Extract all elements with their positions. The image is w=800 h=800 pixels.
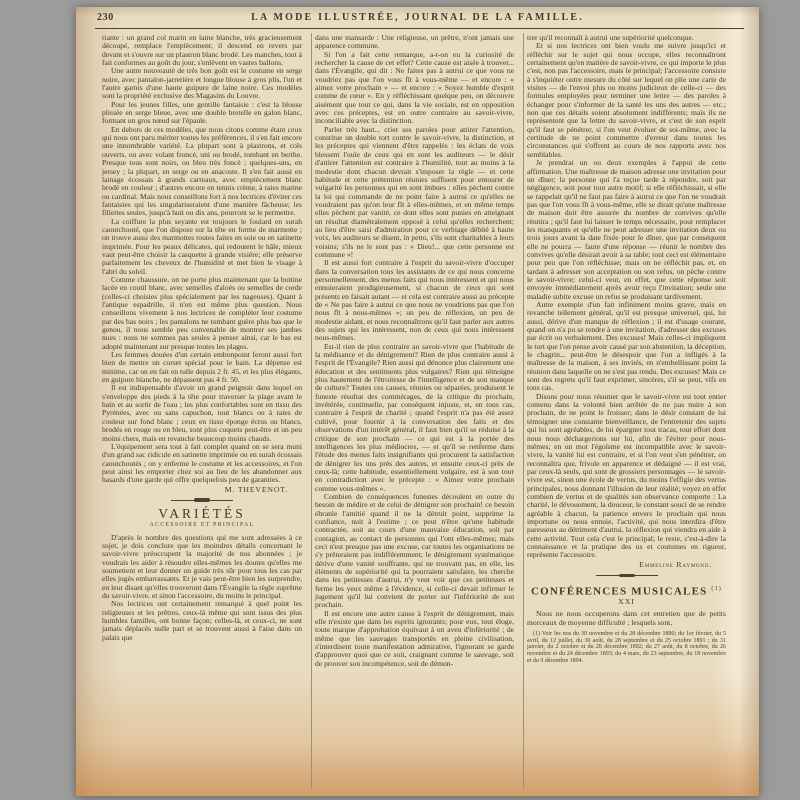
author-signature: M. THEVENOT. [224, 484, 288, 494]
page-header [76, 7, 759, 27]
footnote-marker: (1) [711, 586, 723, 592]
paragraph: Est-il rien de plus contraire au savoir-vivre que l'habitude de la médisance et du dénigrement? Rien de plus contraire aussi à l'esprit de l'Évangile? Rien aussi qui dénonce plus clairement une éducation et des sentiments plus vulgaires? Rien qui témoigne plus hautement de l'étroitesse de l'intelligence et de son manque de culture? Toutes ces causes, réunies ou séparées, produisent le funeste résultat des commérages, de la critique du prochain, invétérée, continuelle, par conséquent injuste, et, en tous cas, contraire à l'esprit de charité ; quand l'esprit n'a pas été assez cultivé, pour fournir à la conversation des faits et des observations d'un intérêt général, il faut bien qu'il se réduise à la critique de son prochain — ce qui est à la portée des intelligences les plus médiocres, — et qu'il se renferme dans l'étude des menus faits insignifiants qui procurent la satisfaction de dénigrer les uns près des autres, et ensuite ceux-ci près de ceux-là; cette habitude, essentiellement vulgaire, est à son tour en contradiction avec le précepte : « Aimez votre prochain comme vous-mêmes ». [315, 341, 514, 493]
column-3 [523, 33, 735, 789]
paragraph: Comme chaussure, on ne porte plus maintenant que la bottine lacée en coutil blanc, avec semelles d'aloès ou semelles de corde (celles-ci choisies plus spécialement par les nageuses). Quant à l'antique espadrille, il n'en est même plus question. Nous conseillons vivement à nos lectrices de compléter leur costume par des bas noirs ; les pantalons ne tombant guère plus bas que le genou, il nous semble peu convenable de montrer ses jambes nues : nous ne sommes pas seules à penser ainsi, car le bas est adopté maintenant sur presque toutes les plages. [102, 274, 302, 351]
paragraph: Nous ne nous occuperons dans cet entretien que de petits morceaux de moyenne difficulté ; lesquels sont, [527, 609, 726, 627]
column-2 [311, 33, 523, 789]
paragraph: dans une mansarde : Une religieuse, un prêtre, n'ont jamais une apparence commune. [315, 33, 514, 51]
paragraph: Il est indispensable d'avoir un grand peignoir dans lequel on s'enveloppe des pieds à la tête pour traverser la plage avant le bain et au sortir de l'eau ; les plus confortables sont en tissu des Pyrénées, avec ou sans capuchon, tout blancs ou à raies de couleur sur fond blanc ; ceux en tissu éponge écrus ou blancs, brodés en rouge ou en bleu, sont plus coquets peut-être et un peu moins chers, mais en revanche beaucoup moins chauds. [102, 383, 302, 443]
paragraph: Disons pour nous résumer que le savoir-vivre est tout entier contenu dans la volonté bien arrêtée de ne pas nuire à son prochain, de ne point le froisser; dans le désir constant de lui témoigner une constante bienveillance, de l'entretenir des sujets qui lui sont agréables, de lui épargner tout tracas, tout effort dont nous nous déchargerions sur lui, afin de l'éviter pour nous-mêmes; en un mot l'égoïsme est incompatible avec le savoir-vivre, la vanité lui est contraire, et si l'on veut s'en pénétrer, on reconnaîtra que, frivole en apparence et dédaigné — il est vrai, par ceux-là seuls, qui sont de grossiers personnages — le savoir-vivre est, sinon une école de vertus, du moins l'effigie des vertus principales, nous donnant l'illusion de leur réalité; voyez en effet combien de vertus et de qualités son observance comporte : La charité, le dévouement, la douceur, le constant souci de se rendre agréable à chacun, la patience envers le prochain qui nous importune ou nous ennuie, l'activité, qui nous interdira d'être paresseux au détriment d'autrui, la réflexion qui viendra en aide à cette activité. Tout cela c'est le principal; le reste, c'est-à-dire la connaissance et la pratique des us et coutumes en rigueur, représente l'accessoire. [527, 391, 726, 560]
paragraph: L'équipement sera tout à fait complet quand on se sera muni d'un grand sac ridicule en satinette imprimée ou en surah écossais caoutchoutés ; on y enferme le costume et les accessoires, et l'on peut ainsi les emporter chez soi au lieu de les abandonner aux hasards d'une garde qui offre quelquefois peu de garanties. [102, 441, 302, 485]
paragraph: Nos lectrices ont certainement remarqué à quel point les religieuses et les prêtres, ceux-là même qui sont issus des plus humbles familles, ont bonne façon; celles-là, et ceux-ci, ne sont jamais déplacés nulle part et se trouvent aussi à l'aise dans un palais que [102, 599, 302, 642]
section-title: VARIÉTÉS [158, 505, 246, 521]
section-title-text: CONFÉRENCES MUSICALES [530, 585, 708, 598]
paragraph: Autre exemple d'un fait infiniment moins grave, mais en revanche tellement général, qu'il est presque universel, qui, lui aussi, dérive d'un manque de réflexion ; il est d'usage courant, quand on n'a pu se rendre à une invitation, d'adresser des excuses par écrit ou verbalement. Des excuses! Mais celles-ci impliquent le tort que l'on pense avoir causé par son abstention, la déception, le chagrin... peut-être le désespoir que l'on a infligés à la maîtresse de la maison, à ses invités, en n'embellissant point la réunion dans laquelle on ne s'est pas rendu. Des excuses! Mais ce sont des regrets qu'il faut exprimer, sincères, s'il se peut, vifs en tous cas. [527, 300, 726, 393]
section-divider [171, 500, 233, 505]
header-rule [95, 28, 744, 29]
paragraph: Combien de conséquences funestes découlent en outre du besoin de médire et de celui de dénigrer son prochain! ce besoin ébranle l'amitié quand il ne la détruit point, supprime la confiance, nuit à l'estime ; ce peut n'être qu'une habitude contractée, soit au cours d'une mauvaise éducation, soit par contagion, au contact de personnes qui l'ont elles-mêmes; mais ceci n'est presque pas une excuse, car toutes les organisations ne s'y prêteraient pas indifféremment; le dénigrement systématique dérive d'une vanité souffrante, qui ne trouvant pas, en elle, les éléments de supériorité qui la pourraient satisfaire, les cherche dans les petitesses d'autrui, n'y veut voir que ces petitesses et ferme les yeux même à l'évidence, si celle-ci devait infirmer le jugement qu'il lui convient de porter sur l'infériorité de son prochain. [315, 491, 514, 610]
paragraph: Il est encore une autre cause à l'esprit de dénigrement, mais elle n'existe que dans les esprits ignorants; pour eux, tout éloge, toute marque d'approbation équivaut à un aveu d'infériorité ; de même que les sauvages transportés en pleine civilisation, s'interdisent toute manifestation admirative, l'ignorant se garde d'approuver quoi que ce soit, craignant comme le sauvage, soit de prouver son incompétence, soit de démon- [315, 608, 514, 668]
paragraph: Pour les jeunes filles, une gentille fantaisie : c'est la blouse plissée en serge bleue, avec une double bretelle en galon blanc, formant un gros nœud sur l'épaule. [102, 99, 302, 126]
footnote: (1) Voir les nos du 30 novembre et du 28 décembre 1890; du 1er février, du 5 avril, du 12 juillet, du 30 août, du 28 septembre et du 25 octobre 1891 ; du 31 janvier, du 2 octobre et du 28 décembre 1892; du 27 août, du 8 octobre, du 26 novembre et du 24 décembre 1893; du 4 mars, du 23 septembre, du 18 novembre et du 9 décembre 1894. [527, 631, 726, 664]
paragraph: Parler très haut... crier ses paroles pour attirer l'attention, constitue un double tort contre le savoir-vivre, la distinction, et les préceptes qui viennent d'être rappelés : les éclats de voix blessent l'ouïe de ceux qui en sont les auditeurs — le désir d'attirer l'attention est contraire à l'humilité, tout au moins à la modestie dont chacun devrait s'imposer la règle — et cette habitude et cette prétention réunies suffisent pour entourer de vulgarité les personnes qui en sont imbues : elles pèchent contre la loi qui commande de ne point faire à autrui ce qu'elles ne voudraient pas qu'on leur fît à elles-mêmes, et en même temps elles pèchent par vanité, ce dont elles sont punies en atteignant un résultat diamétralement opposé à celui qu'elles recherchent; au lieu d'être saisi d'admiration pour ce verbiage débité à haute voix, les auditeurs se disent, in petto, s'ils sont charitables à leurs voisins; s'ils ne le sont pas : « Dieu!... que cette personne est commune »! [315, 124, 514, 259]
section-subtitle: ACCESSOIRE ET PRINCIPAL [149, 522, 255, 529]
paragraph: trer qu'il reconnaît à autrui une supériorité quelconque. [527, 33, 694, 42]
paragraph: riante : un grand col marin en laine blanche, très gracieusement découpé, remplace l'empiècement; il descend en revers par devant et s'ouvre sur un plastron blanc brodé. Les manches, tout à fait conformes au goût du jour, s'enlèvent en vastes ballons. [102, 33, 302, 68]
paragraph: Les femmes douées d'un certain embonpoint feront aussi fort bien de mettre un corset spécial pour le bain. La dépense est minime, car on en fait en tulle depuis 2 fr. 45, et les plus élégants, en guipure blanche, ne dépassent pas 4 fr. 50. [102, 350, 302, 385]
paragraph: Il est aussi fort contraire à l'esprit du savoir-vivre d'occuper dans la conversation tous les assistants de ce qui nous concerne personnellement, des menus faits qui nous intéressent et qui nous ennuieraient prodigieusement, si chacun de ceux qui sont présents en faisait autant — et cela est contraire aussi au précepte de « Ne pas faire à autrui ce que nous ne voudrions pas que l'on nous fît à nous-mêmes »; un peu de réflexion, un peu de modestie aidant, et nous reconnaîtrons qu'il faut parler aux autres des sujets qui les intéressent, non de ceux qui nous intéressent nous-mêmes. [315, 258, 514, 343]
section-number: XXI [618, 597, 635, 606]
paragraph: D'après le nombre des questions qui me sont adressées à ce sujet, je dois conclure que les moindres détails concernant le savoir-vivre préoccupent la majorité de nos abonnées ; je voudrais les aider à résoudre elles-mêmes les doutes qu'elles me soumettent et leur donner un guide très sûr pour tous les cas par elles jugés embarrassants. Et je vais peut-être bien les surprendre, en leur disant qu'elles trouveront dans l'Évangile la règle suprême du savoir-vivre, et sinon l'accessoire, du moins le principal. [102, 532, 302, 600]
author-signature: Emmeline Raymond. [639, 559, 712, 569]
journal-title: LA MODE ILLUSTRÉE, JOURNAL DE LA FAMILLE. [251, 12, 584, 23]
section-title [527, 585, 726, 596]
column-1 [99, 33, 311, 789]
paragraph: Si l'on a fait cette remarque, a-t-on eu la curiosité de rechercher la cause de cet effet? Cette cause est aisée à trouver... dans l'Évangile, qui dit : Ne faites pas à autrui ce que vous ne voudriez pas que l'on vous fît à vous-même — et encore : « aimez votre prochain » — et encore : « Soyez humble d'esprit comme de cœur ». En y réfléchissant quelque peu, on découvre aisément que tout ce qui, dans la vie sociale, est en opposition avec ces préceptes, est en outre contraire au savoir-vivre, inconciliable avec la distinction. [315, 49, 514, 126]
paragraph: Une autre nouveauté de très bon goût est le costume en serge noire, avec pantalon-jarretière et longue blouse à gros plis, l'un et l'autre garnis d'une haute guipure de laine noire. Ces modèles sont la propriété exclusive des Magasins du Louvre. [102, 66, 302, 101]
page-number: 230 [97, 12, 114, 23]
paragraph: La coiffure la plus seyante est toujours le foulard en surah caoutchouté, que l'on dispose sur la tête en forme de marmotte ; on trouve aussi des marmottes toutes faites en soie ou en satinette imprimée. Pour les peaux délicates, qui redoutent le hâle, mieux vaut peut-être choisir la casquette à grande visière; elle préserve parfaitement les cheveux de l'humidité et met bien le visage à l'abri du soleil. [102, 216, 302, 276]
paragraph: Et si nos lectrices ont bien voulu me suivre jusqu'ici et réfléchir sur le sujet qui nous occupe, elles reconnaîtront certainement qu'en matière de savoir-vivre, ce qui importe le plus c'est, non pas l'accessoire, mais le principal; l'accessoire consiste à s'inquiéter outre mesure du côté sur lequel on plie une carte de visites — de l'envoi plus ou moins judicieux de celle-ci — des formules employées pour terminer une lettre — des paroles à échanger pour s'informer de la santé les uns des autres — etc.; non que ces détails soient absolument indifférents; mais ils ne représentent que la lettre du savoir-vivre, et c'est de son esprit qu'il faut se pénétrer, si l'on veut évoluer de soi-même, avec la certitude de ne point commettre d'erreur dans toutes les circonstances qui s'offrent au cours de nos rapports avec nos semblables. [527, 41, 726, 159]
paragraph: En dehors de ces modèles, que nous citons comme étant ceux qui nous ont paru mériter toutes les préférences, il s'en fait encore une innombrable variété. La plupart sont à plastrons, et cols ouverts, ou avec volant froncé, uni ou brodé, tombant en berthe. Presque tous sont noirs, ou bleu très foncé ; quelques-uns, en jersey ; la plupart, en serge ou en anacoste. Il s'en fait aussi en lainage écossais à grands carreaux, avec empiècement blanc brodé en couleur ; d'autres encore en tennis crème, à raies marine ou cardinal. Mais nous conseillons fort à nos lectrices d'éviter ces fantaisies qui les singulariseraient d'une manière fâcheuse; les fillettes seules, jusqu'à huit ou dix ans, pourront se le permettre. [102, 124, 302, 218]
journal-page [76, 7, 759, 796]
text-columns [99, 33, 749, 789]
section-divider [596, 575, 658, 580]
paragraph: Je prendrai un ou deux exemples à l'appui de cette affirmation. Une maîtresse de maison adresse une invitation pour un dîner; la personne qui l'a reçue tarde à répondre, soit par négligence, soit pour tout autre motif; si elle réfléchissait, si elle se rappelait qu'il ne faut pas faire à autrui ce que l'on ne voudrait pas que l'on vous fît à vous-même, elle se dirait qu'une maîtresse de maison doit être assurée du nombre de convives qu'elle réunira ; qu'il faut lui laisser le temps nécessaire, pour remplacer les manquants et qu'elle ne peut adresser une invitation deux ou trois jours avant la date fixée pour le dîner, que par conséquent elle ne pourra — faute d'une réponse — réunir le nombre des convives qu'elle désirait avoir à sa table; tout ceci est élémentaire pour peu que l'on réfléchisse; mais on ne réfléchit pas, et, en tardant à adresser son acceptation ou son refus, on pèche contre le savoir-vivre; celui-ci veut, en effet, que cette réponse soit envoyée immédiatement après avoir reçu l'invitation; seule une maladie subite excuse un refus se produisant tardivement. [527, 158, 726, 301]
